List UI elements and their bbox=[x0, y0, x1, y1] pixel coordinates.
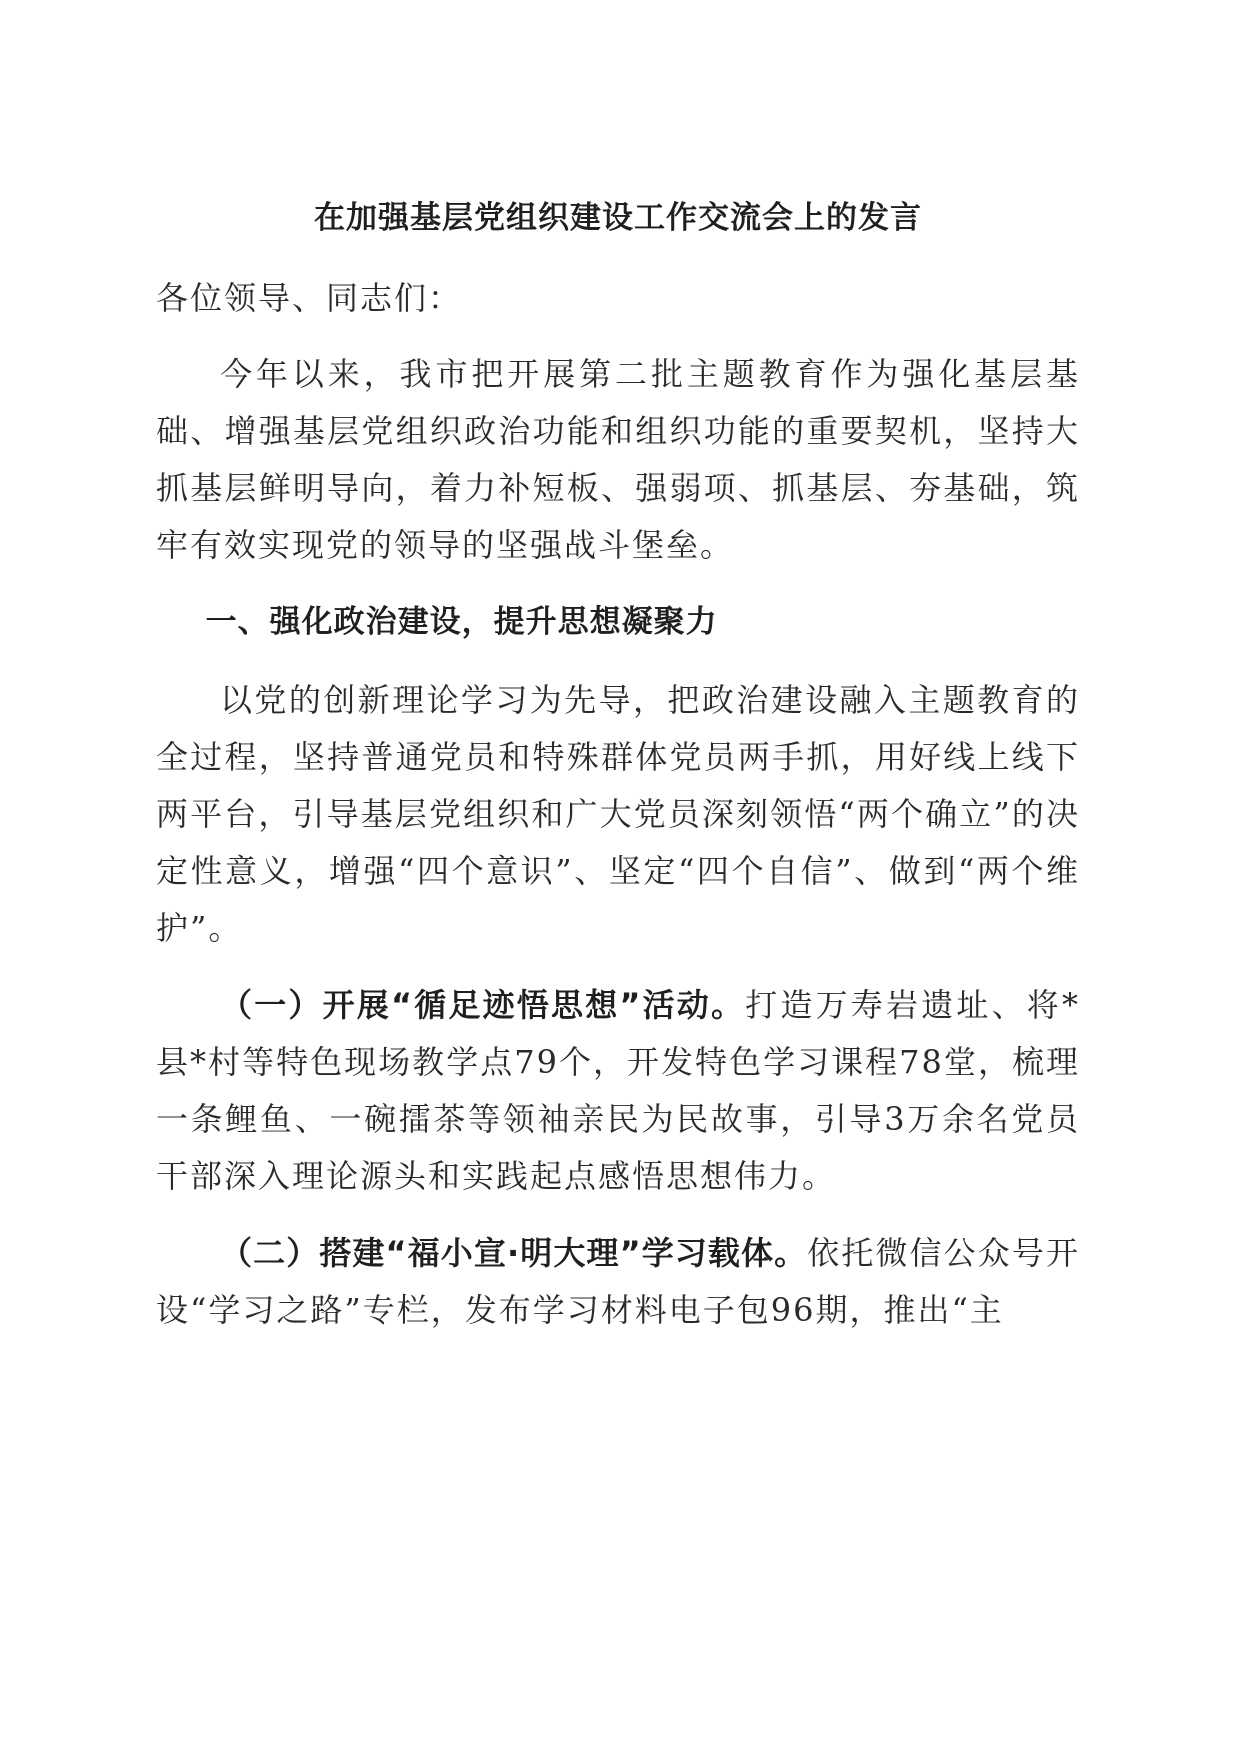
document-page bbox=[156, 196, 1080, 1359]
salutation: 各位领导、同志们： bbox=[156, 279, 463, 317]
item-one-text: 打造万寿岩遗址、将*县*村等特色现场教学点79个，开发特色学习课程78堂，梳理一条鲤鱼、一碗擂茶等领袖亲民为民故事，引导3万余名党员干部深入理论源头和实践起点感悟思想伟力。 bbox=[156, 986, 1080, 1195]
item-one-lead: （一）开展“循足迹悟思想”活动。 bbox=[220, 986, 746, 1024]
document-title: 在加强基层党组织建设工作交流会上的发言 bbox=[314, 200, 922, 236]
item-two-lead: （二）搭建“福小宣·明大理”学习载体。 bbox=[220, 1234, 808, 1272]
item-two-text: 依托微信公众号开设“学习之路”专栏，发布学习材料电子包96期，推出“主 bbox=[156, 1234, 1080, 1329]
section-heading: 一、强化政治建设，提升思想凝聚力 bbox=[205, 604, 718, 640]
item-two-paragraph bbox=[156, 1225, 1080, 1339]
intro-paragraph: 今年以来，我市把开展第二批主题教育作为强化基层基础、增强基层党组织政治功能和组织功能的重要契机，坚持大抓基层鲜明导向，着力补短板、强弱项、抓基层、夯基础，筑牢有效实现党的领导的坚强战斗堡垒。 bbox=[156, 355, 1080, 564]
section-paragraph: 以党的创新理论学习为先导，把政治建设融入主题教育的全过程，坚持普通党员和特殊群体党员两手抓，用好线上线下两平台，引导基层党组织和广大党员深刻领悟“两个确立”的决定性意义，增强“四个意识”、坚定“四个自信”、做到“两个维护”。 bbox=[156, 681, 1080, 947]
item-one-paragraph bbox=[156, 977, 1080, 1205]
